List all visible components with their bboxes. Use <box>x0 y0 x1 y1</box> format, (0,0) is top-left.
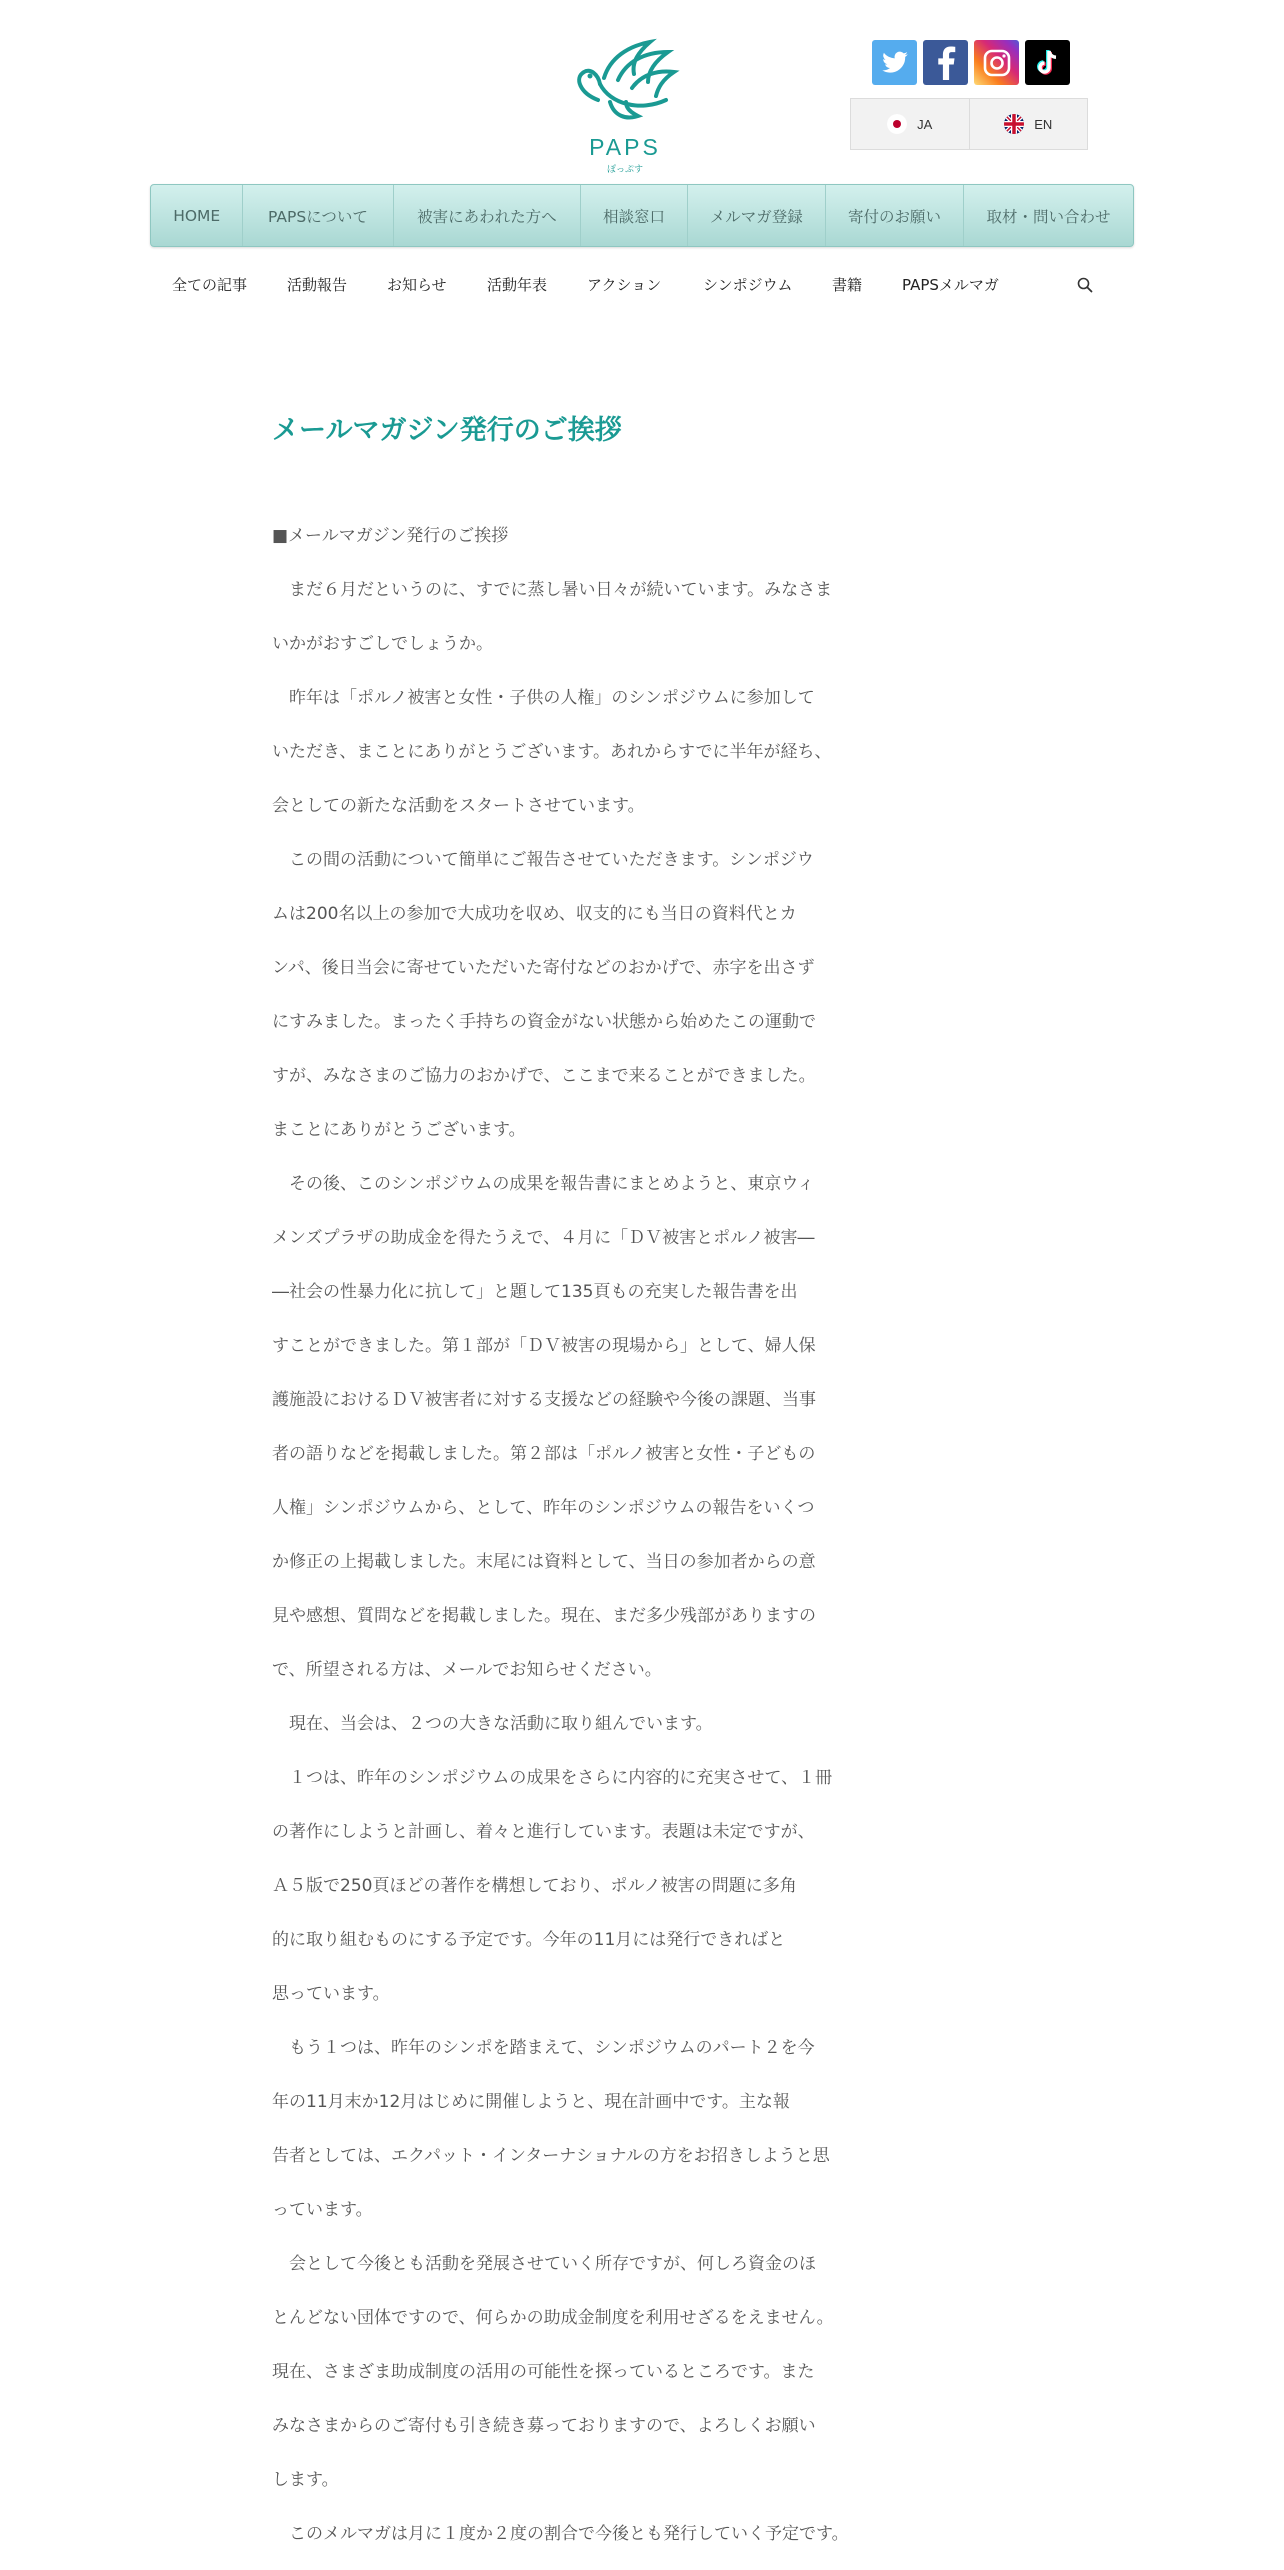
category-symposium[interactable]: シンポジウム <box>703 276 793 294</box>
article-line: 見や感想、質問などを掲載しました。現在、まだ多少残部がありますの <box>272 1606 816 1626</box>
category-paps-newsletter[interactable]: PAPSメルマガ <box>902 276 999 294</box>
article-line: ■メールマガジン発行のご挨拶 <box>272 526 509 546</box>
blog-category-bar <box>150 270 1132 300</box>
article-line: 護施設におけるＤＶ被害者に対する支援などの経験や今後の課題、当事 <box>272 1390 816 1410</box>
main-nav <box>150 184 1134 247</box>
twitter-icon[interactable] <box>872 40 917 85</box>
article-line: とんどない団体ですので、何らかの助成金制度を利用せざるをえません。 <box>272 2308 834 2328</box>
lang-option-en[interactable] <box>969 99 1088 149</box>
lang-label-en: EN <box>1034 116 1053 132</box>
category-news[interactable]: お知らせ <box>387 276 447 294</box>
nav-item-home[interactable]: HOME <box>151 185 243 246</box>
category-action[interactable]: アクション <box>587 276 662 294</box>
social-bar <box>872 40 1070 85</box>
article-line: すことができました。第１部が「ＤＶ被害の現場から」として、婦人保 <box>272 1336 816 1356</box>
japan-flag-icon <box>887 114 907 134</box>
category-timeline[interactable]: 活動年表 <box>487 276 548 294</box>
nav-item-consultation[interactable]: 相談窓口 <box>581 185 687 246</box>
article-line: Ａ５版で250頁ほどの著作を構想しており、ポルノ被害の問題に多角 <box>272 1876 797 1896</box>
nav-item-newsletter[interactable]: メルマガ登録 <box>688 185 826 246</box>
lang-option-ja[interactable] <box>851 99 969 149</box>
article-line: か修正の上掲載しました。末尾には資料として、当日の参加者からの意 <box>272 1552 816 1572</box>
article-line: ムは200名以上の参加で大成功を収め、収支的にも当日の資料代とカ <box>272 904 797 924</box>
nav-item-donation[interactable]: 寄付のお願い <box>826 185 964 246</box>
tiktok-icon[interactable] <box>1025 40 1070 85</box>
article-line: まことにありがとうございます。 <box>272 1120 526 1140</box>
article-line: 会として今後とも活動を発展させていく所存ですが、何しろ資金のほ <box>272 2254 816 2274</box>
nav-item-contact[interactable]: 取材・問い合わせ <box>986 207 1111 226</box>
article-line: っています。 <box>272 2200 373 2220</box>
article-line: 的に取り組むものにする予定です。今年の11月には発行できればと <box>272 1930 786 1950</box>
article-line: いただき、まことにありがとうございます。あれからすでに半年が経ち、 <box>272 742 832 762</box>
article-line: みなさまからのご寄付も引き続き募っておりますので、よろしくお願い <box>272 2416 816 2436</box>
dove-logo-icon <box>570 38 680 134</box>
article-line: 思っています。 <box>272 1984 390 2004</box>
instagram-icon[interactable] <box>974 40 1019 85</box>
search-icon[interactable] <box>1076 276 1094 294</box>
article-line: ―社会の性暴力化に抗して」と題して135頁もの充実した報告書を出 <box>272 1282 798 1302</box>
language-selector <box>850 98 1088 150</box>
article-line: の著作にしようと計画し、着々と進行しています。表題は未定ですが、 <box>272 1822 815 1842</box>
nav-item-about[interactable]: PAPSについて <box>243 185 393 246</box>
category-books[interactable]: 書籍 <box>832 276 863 294</box>
article-line: 告者としては、エクパット・インターナショナルの方をお招きしようと思 <box>272 2146 830 2166</box>
category-all[interactable]: 全ての記事 <box>172 276 248 294</box>
article-line: します。 <box>272 2470 339 2490</box>
article-line: いかがおすごしでしょうか。 <box>272 634 493 654</box>
article-line: この間の活動について簡単にご報告させていただきます。シンポジウ <box>272 850 814 870</box>
logo-subtext: ぽっぷす <box>606 165 643 175</box>
article-line: メンズプラザの助成金を得たうえで、４月に「ＤＶ被害とポルノ被害― <box>272 1228 815 1248</box>
article-line: 者の語りなどを掲載しました。第２部は「ポルノ被害と女性・子どもの <box>272 1444 816 1464</box>
article-line: にすみました。まったく手持ちの資金がない状態から始めたこの運動で <box>272 1012 816 1032</box>
nav-item-victims[interactable]: 被害にあわれた方へ <box>394 185 582 246</box>
article-line: その後、このシンポジウムの成果を報告書にまとめようと、東京ウィ <box>272 1174 815 1194</box>
article-line: このメルマガは月に１度か２度の割合で今後とも発行していく予定です。 <box>272 2524 849 2544</box>
article-line: 人権」シンポジウムから、として、昨年のシンポジウムの報告をいくつ <box>272 1498 815 1518</box>
article-line: 会としての新たな活動をスタートさせています。 <box>272 796 645 816</box>
category-activity-report[interactable]: 活動報告 <box>287 276 348 294</box>
article-line: もう１つは、昨年のシンポを踏まえて、シンポジウムのパート２を今 <box>272 2038 815 2058</box>
facebook-icon[interactable] <box>923 40 968 85</box>
article-line: ンパ、後日当会に寄せていただいた寄付などのおかげで、赤字を出さず <box>272 958 815 978</box>
article-line: 現在、当会は、２つの大きな活動に取り組んでいます。 <box>272 1714 713 1734</box>
paps-logo[interactable] <box>570 38 680 178</box>
article-line: 昨年は「ポルノ被害と女性・子供の人権」のシンポジウムに参加して <box>272 688 815 708</box>
article-line: すが、みなさまのご協力のおかげで、ここまで来ることができました。 <box>272 1066 816 1086</box>
article-line: まだ６月だというのに、すでに蒸し暑い日々が続いています。みなさま <box>272 580 833 600</box>
lang-label-ja: JA <box>917 116 933 132</box>
logo-text: PAPS <box>589 134 661 160</box>
article-line: １つは、昨年のシンポジウムの成果をさらに内容的に充実させて、１冊 <box>272 1768 833 1788</box>
article-line: 現在、さまざま助成制度の活用の可能性を探っているところです。また <box>272 2362 815 2382</box>
uk-flag-icon <box>1004 114 1024 134</box>
article-body <box>272 518 912 2570</box>
article-line: 年の11月末か12月はじめに開催しようと、現在計画中です。主な報 <box>272 2092 790 2112</box>
article-title: メールマガジン発行のご挨拶 <box>272 415 622 446</box>
article-line: で、所望される方は、メールでお知らせください。 <box>272 1660 662 1680</box>
